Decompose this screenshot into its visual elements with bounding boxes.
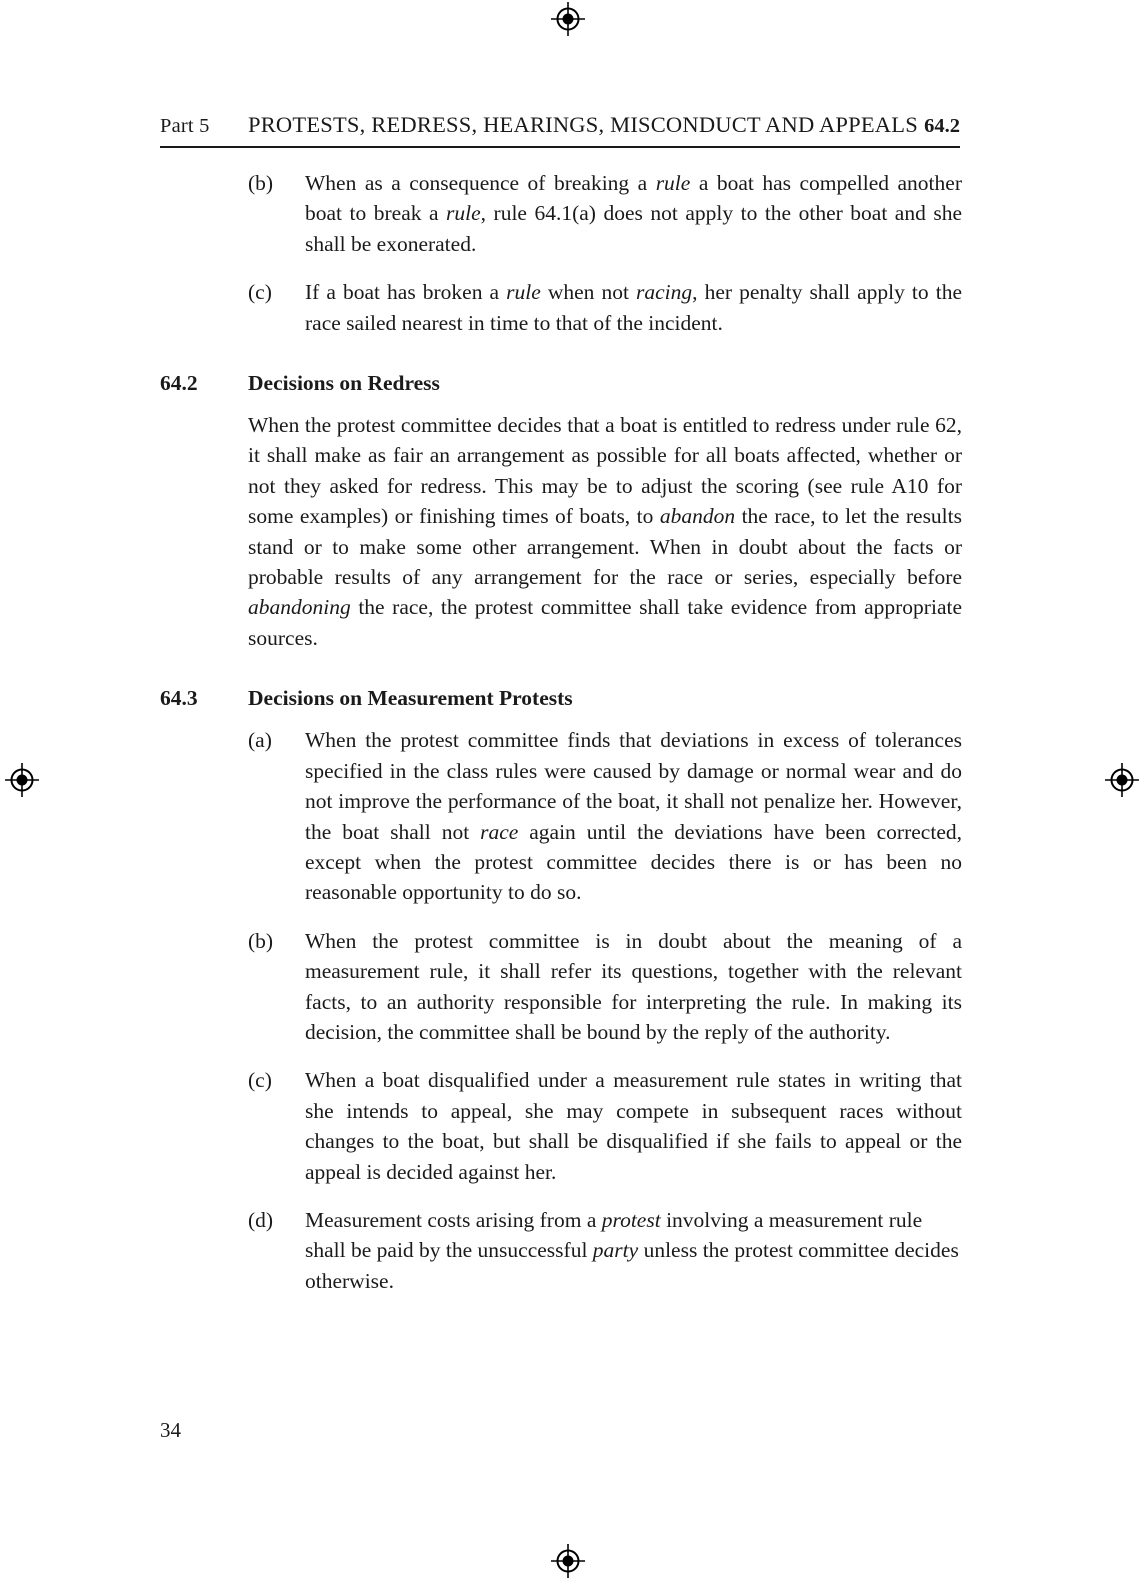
- running-head-rule-ref: 64.2: [924, 115, 960, 137]
- list-item-label: (d): [248, 1207, 274, 1232]
- text-run: , her penalty shall apply to the race sailed nearest in time to that of the incident.: [305, 280, 962, 335]
- text-run: When the protest committee finds that deviations in excess of tolerances specified in the class rules were caused by damage or normal wear and do not improve the performance of the boat, it shall not penalize her. However, the boat shall not: [305, 728, 962, 844]
- section-heading-64-3: [160, 683, 962, 713]
- text-run: When the protest committee decides that a boat is entitled to redress under rule 62, it shall make as fair an arrangement as possible for all boats affected, whether or not they asked for redress. This may be to adjust the scoring (see rule A10 for some examples) or finishing times of boats, to: [248, 413, 962, 529]
- list-item-text: [305, 1205, 962, 1296]
- italic-term: abandoning: [248, 595, 351, 620]
- italic-term: protest: [601, 1207, 661, 1232]
- registration-mark-left: [5, 763, 39, 797]
- registration-mark-bottom: [551, 1544, 585, 1578]
- text-run: involving a measurement rule shall be paid by the unsuccessful: [305, 1207, 923, 1263]
- body-column: [160, 168, 962, 1314]
- list-item-text: When a boat disqualified under a measurement rule states in writing that she intends to appeal, she may compete in subsequent races without changes to the boat, but shall be disqualified if she fails to appeal or the appeal is decided against her.: [305, 1068, 962, 1184]
- text-run: , rule 64.1(a) does not apply to the other boat and she shall be exonerated.: [305, 201, 962, 256]
- text-run: the race, the protest committee shall take evidence from appropriate sources.: [248, 595, 962, 650]
- list-item: [160, 168, 962, 259]
- list-item-label: (c): [248, 280, 272, 305]
- running-head-title: PROTESTS, REDRESS, HEARINGS, MISCONDUCT AND APPEALS: [248, 112, 918, 137]
- running-head: [160, 112, 960, 138]
- list-item-text: [305, 277, 962, 338]
- text-run: If a boat has broken a: [305, 280, 507, 305]
- text-run: unless the protest committee decides otherwise.: [305, 1238, 959, 1293]
- list-item: [160, 1205, 962, 1296]
- text-run: when not: [540, 280, 637, 305]
- italic-term: race: [480, 819, 519, 844]
- section-title: Decisions on Measurement Protests: [248, 686, 573, 711]
- text-run: the race, to let the results stand or to make some other arrangement. When in doubt about the facts or probable results of any arrangement for the race or series, especially before: [248, 504, 962, 590]
- italic-term: party: [592, 1238, 639, 1263]
- list-item-label: (b): [248, 171, 274, 195]
- section-title: Decisions on Redress: [248, 371, 440, 396]
- list-item: [160, 277, 962, 338]
- registration-mark-right: [1105, 763, 1139, 797]
- list-item: [160, 1065, 962, 1187]
- section-heading-64-2: [160, 368, 962, 398]
- list-item-label: (a): [248, 728, 272, 753]
- text-run: a boat has compelled another boat to break a: [305, 171, 962, 226]
- text-run: When as a consequence of breaking a: [305, 171, 656, 195]
- list-item-text: [305, 725, 962, 907]
- italic-term: abandon: [659, 504, 736, 529]
- italic-term: rule: [655, 171, 691, 195]
- list-item: [160, 926, 962, 1048]
- list-item-text: [305, 168, 962, 259]
- list-item-label: (c): [248, 1068, 272, 1093]
- italic-term: rule: [506, 280, 541, 305]
- italic-term: racing: [636, 280, 693, 305]
- text-run: again until the deviations have been corrected, except when the protest committee decides there is or has been no reasonable opportunity to do so.: [305, 819, 962, 905]
- text-run: Measurement costs arising from a: [305, 1207, 602, 1232]
- section-number: 64.3: [160, 686, 198, 711]
- list-item: [160, 725, 962, 907]
- running-head-part: Part 5: [160, 115, 210, 137]
- section-number: 64.2: [160, 371, 198, 396]
- list-item-label: (b): [248, 928, 274, 953]
- section-paragraph: [248, 410, 962, 653]
- list-item-text: When the protest committee is in doubt about the meaning of a measurement rule, it shall refer its questions, together with the relevant facts, to an authority responsible for interpreting the rule. In making its decision, the committee shall be bound by the reply of the authority.: [305, 928, 962, 1044]
- italic-term: rule: [446, 201, 481, 226]
- header-divider: [160, 146, 960, 148]
- page-number: 34: [160, 1418, 181, 1442]
- registration-mark-top: [551, 2, 585, 36]
